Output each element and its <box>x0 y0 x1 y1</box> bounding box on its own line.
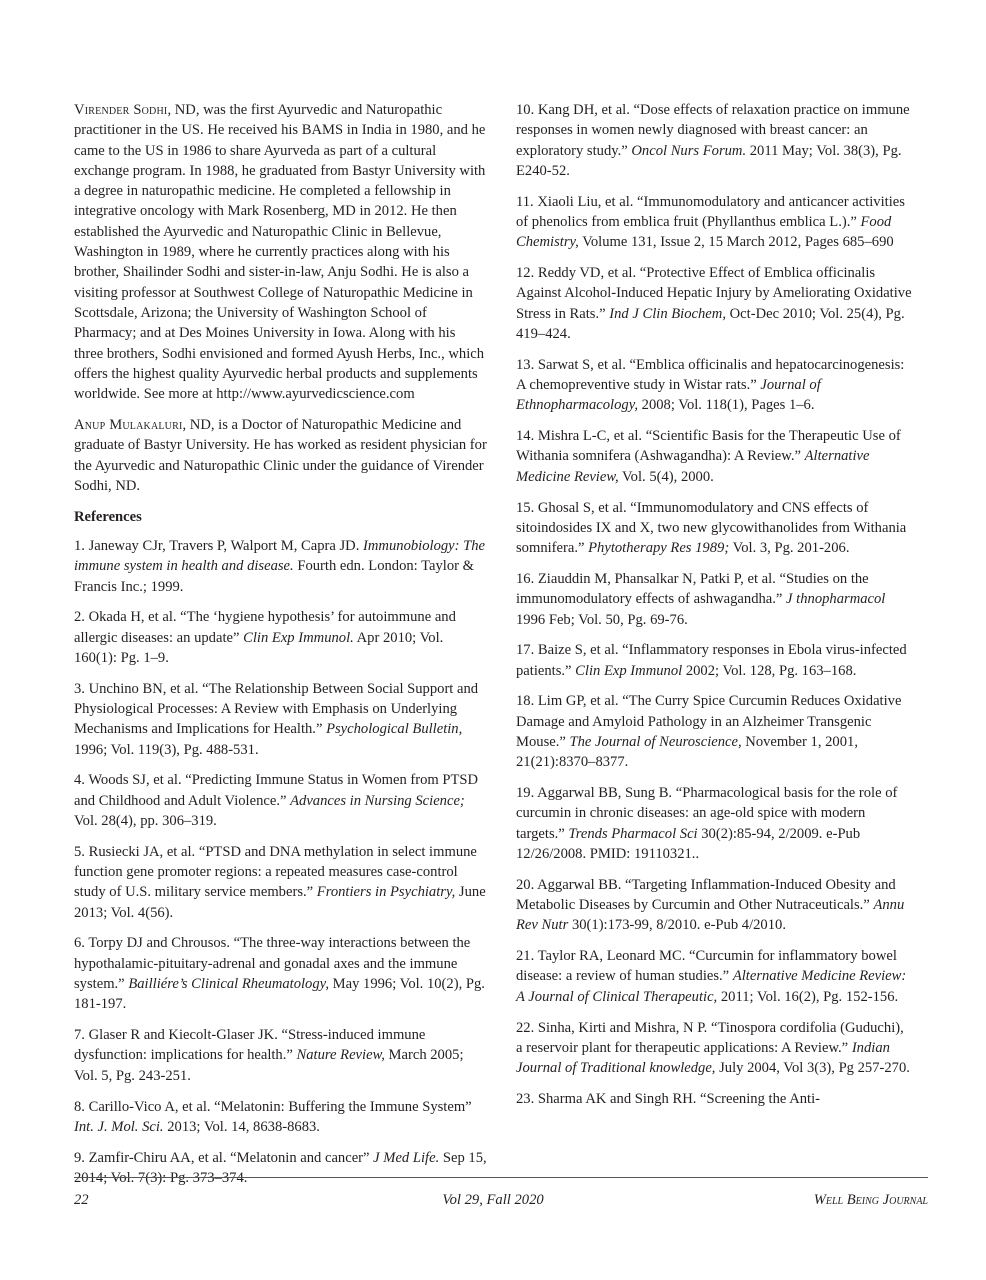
reference-text: 2008; Vol. 118(1), Pages 1–6. <box>638 397 815 414</box>
reference-item <box>74 679 488 760</box>
author-name: Virender Sodhi <box>74 102 168 118</box>
reference-text: 10. Kang DH, et al. “Dose effects of relaxation practice on immune responses in women newly diagnosed with breast cancer: an exploratory study.” <box>516 102 910 159</box>
reference-item <box>74 1025 488 1086</box>
reference-text: 17. Baize S, et al. “Inflammatory responses in Ebola virus-infected patients.” <box>516 642 907 679</box>
reference-source: Alternative Medicine Review, <box>516 448 870 485</box>
reference-item <box>516 1018 912 1079</box>
reference-list-left <box>74 536 488 1188</box>
reference-text: 2011 May; Vol. 38(3), Pg. E240-52. <box>516 142 902 179</box>
author-bio-mulakaluri <box>74 415 488 496</box>
reference-text: 8. Carillo-Vico A, et al. “Melatonin: Buffering the Immune System” <box>74 1098 472 1115</box>
reference-source: Food Chemistry, <box>516 213 892 251</box>
reference-text: 2. Okada H, et al. “The ‘hygiene hypothesis’ for autoimmune and allergic diseases: an update” <box>74 609 456 646</box>
reference-item <box>74 1148 488 1189</box>
reference-text: Sep 15, 2014; Vol. 7(3): Pg. 373–374. <box>74 1149 487 1186</box>
reference-text: May 1996; Vol. 10(2), Pg. 181-197. <box>74 976 485 1013</box>
reference-text: 30(1):173-99, 8/2010. e-Pub 4/2010. <box>568 917 786 934</box>
author-bio-sodhi <box>74 100 488 404</box>
reference-item <box>74 1097 488 1138</box>
reference-text: Vol. 28(4), pp. 306–319. <box>74 813 217 829</box>
reference-text: March 2005; Vol. 5, Pg. 243-251. <box>74 1047 464 1084</box>
reference-item <box>516 100 912 181</box>
reference-item <box>74 607 488 668</box>
reference-source: Bailliére’s Clinical Rheumatology, <box>128 976 329 993</box>
reference-item <box>516 640 912 681</box>
reference-text: 18. Lim GP, et al. “The Curry Spice Curcumin Reduces Oxidative Damage and Amyloid Pathology in an Alzheimer Transgenic Mouse.” <box>516 693 902 751</box>
reference-item <box>516 946 912 1007</box>
reference-item <box>516 355 912 416</box>
reference-text: 2011; Vol. 16(2), Pg. 152-156. <box>717 988 899 1005</box>
reference-source: Clin Exp Immunol <box>575 662 683 679</box>
reference-text: 11. Xiaoli Liu, et al. “Immunomodulatory and anticancer activities of phenolics from emblica fruit (Phyllanthus emblica L.).” <box>516 193 905 230</box>
reference-text: July 2004, Vol 3(3), Pg 257-270. <box>715 1060 910 1077</box>
reference-text: 14. Mishra L-C, et al. “Scientific Basis for the Therapeutic Use of Withania somnifera (Ashwagandha): A Review.” <box>516 428 901 465</box>
reference-source: Trends Pharmacol Sci <box>568 825 698 842</box>
journal-name: Well Being Journal <box>813 1192 928 1208</box>
reference-text: 23. Sharma AK and Singh RH. “Screening the Anti- <box>516 1090 820 1107</box>
reference-source: Annu Rev Nutr <box>516 897 905 934</box>
reference-source: Oncol Nurs Forum. <box>631 142 747 159</box>
reference-text: 20. Aggarwal BB. “Targeting Inflammation-Induced Obesity and Metabolic Diseases by Curcumin and Other Nutraceuticals.” <box>516 876 896 914</box>
reference-text: 2013; Vol. 14, 8638-8683. <box>163 1118 320 1135</box>
reference-text: 13. Sarwat S, et al. “Emblica officinalis and hepatocarcinogenesis: A chemopreventive study in Wistar rats.” <box>516 356 905 394</box>
author-name: Anup Mulakaluri <box>74 416 183 433</box>
reference-text: 21. Taylor RA, Leonard MC. “Curcumin for inflammatory bowel disease: a review of human studies.” <box>516 948 897 985</box>
reference-item <box>74 842 488 923</box>
references-heading: References <box>74 508 142 525</box>
reference-text: 4. Woods SJ, et al. “Predicting Immune Status in Women from PTSD and Childhood and Adult Violence.” <box>74 772 479 809</box>
author-bio-text: , ND, is a Doctor of Naturopathic Medicine and graduate of Bastyr University. He has worked as resident physician for the Ayurvedic and Naturopathic Clinic under the guidance of Virender Sodhi, ND. <box>74 416 487 494</box>
reference-text: 22. Sinha, Kirti and Mishra, N P. “Tinospora cordifolia (Guduchi), a reservoir plant for therapeutic applications: A Review.” <box>516 1019 904 1056</box>
reference-text: 16. Ziauddin M, Phansalkar N, Patki P, et al. “Studies on the immunomodulatory effects of ashwagandha.” <box>516 570 869 608</box>
author-bio-text: , ND, was the first Ayurvedic and Naturopathic practitioner in the US. He received his BAMS in India in 1980, and he came to the US in 1986 to share Ayurveda as part of a cultural exchange program. In 1988, he graduated from Bastyr University with a degree in naturopathic medicine. He completed a fellowship in integrative oncology with Mark Rosenberg, MD in 2012. He then established the Ayurvedic and Naturopathic Clinic in Bellevue, Washington in 1989, where he currently practices along with his brother, Shailinder Sodhi and sister-in-law, Anju Sodhi. He is also a visiting professor at Southwest College of Naturopathic Medicine in Scottsdale, Arizona; the University of Washington School of Pharmacy; and at Des Moines University in Iowa. Along with his three brothers, Sodhi envisioned and formed Ayush Herbs, Inc., which offers the highest quality Ayurvedic herbal products and supplements worldwide. See more at http://www.ayurvedicscience.com <box>74 102 486 403</box>
reference-source: J Med Life. <box>373 1149 440 1166</box>
reference-source: Clin Exp Immunol. <box>243 629 354 646</box>
reference-source: Nature Review, <box>296 1047 385 1064</box>
reference-text: 1996 Feb; Vol. 50, Pg. 69-76. <box>516 611 688 628</box>
reference-source: Immunobiology: The immune system in health and disease. <box>74 537 486 575</box>
reference-item <box>516 875 912 936</box>
reference-source: Advances in Nursing Science; <box>290 792 465 809</box>
reference-text: Vol. 3, Pg. 201-206. <box>729 540 850 557</box>
reference-text: 6. Torpy DJ and Chrousos. “The three-way interactions between the hypothalamic-pituitary-adrenal and gonadal axes and the immune system.” <box>74 935 471 993</box>
reference-list-right <box>516 100 912 1109</box>
reference-text: 1. Janeway CJr, Travers P, Walport M, Capra JD. <box>74 537 364 554</box>
reference-source: J thnopharmacol <box>786 591 886 608</box>
reference-source: The Journal of Neuroscience, <box>569 734 742 751</box>
reference-item <box>516 783 912 864</box>
reference-source: Psychological Bulletin, <box>326 721 463 738</box>
reference-item <box>516 1089 912 1109</box>
reference-text: Fourth edn. London: Taylor & Francis Inc.; 1999. <box>74 558 474 595</box>
reference-text: 12. Reddy VD, et al. “Protective Effect of Emblica officinalis Against Alcohol-Induced Hepatic Injury by Ameliorating Oxidative Stress in Rats.” <box>516 265 912 322</box>
reference-text: 2002; Vol. 128, Pg. 163–168. <box>682 662 857 679</box>
reference-item <box>516 691 912 772</box>
reference-item <box>516 192 912 253</box>
reference-text: 9. Zamfir-Chiru AA, et al. “Melatonin and cancer” <box>74 1149 374 1166</box>
reference-text: 19. Aggarwal BB, Sung B. “Pharmacological basis for the role of curcumin in chronic diseases: an age-old spice with modern targets.” <box>516 785 898 842</box>
reference-source: Indian Journal of Traditional knowledge, <box>516 1039 890 1077</box>
reference-item <box>74 770 488 831</box>
reference-text: November 1, 2001, 21(21):8370–8377. <box>516 734 858 771</box>
reference-item <box>74 933 488 1014</box>
reference-text: Oct-Dec 2010; Vol. 25(4), Pg. 419–424. <box>516 305 905 342</box>
page-number: 22 <box>74 1192 89 1208</box>
reference-item <box>516 569 912 630</box>
reference-text: Apr 2010; Vol. 160(1): Pg. 1–9. <box>74 629 444 666</box>
reference-text: 7. Glaser R and Kiecolt-Glaser JK. “Stress-induced immune dysfunction: implications for health.” <box>74 1027 426 1064</box>
reference-source: Int. J. Mol. Sci. <box>74 1118 164 1135</box>
footer-rule <box>74 1177 928 1178</box>
reference-item <box>516 426 912 487</box>
reference-text: Volume 131, Issue 2, 15 March 2012, Pages 685–690 <box>578 234 894 251</box>
reference-text: 5. Rusiecki JA, et al. “PTSD and DNA methylation in select immune function gene promoter regions: a repeated measures case-control study of U.S. military service members.” <box>74 843 477 901</box>
reference-text: 3. Unchino BN, et al. “The Relationship Between Social Support and Physiological Processes: A Review with Emphasis on Underlying Mechanisms and Implications for Health.” <box>74 680 479 738</box>
reference-text: 1996; Vol. 119(3), Pg. 488-531. <box>74 741 259 758</box>
reference-text: Vol. 5(4), 2000. <box>618 468 714 485</box>
reference-source: Phytotherapy Res 1989; <box>588 540 730 557</box>
reference-text: 30(2):85-94, 2/2009. e-Pub 12/26/2008. PMID: 19110321.. <box>516 825 861 862</box>
reference-source: Journal of Ethnopharmacology, <box>516 377 821 414</box>
reference-text: 15. Ghosal S, et al. “Immunomodulatory and CNS effects of sitoindosides IX and X, two new glycowithanolides from Withania somnifera.” <box>516 499 907 557</box>
reference-source: Alternative Medicine Review: A Journal of Clinical Therapeutic, <box>516 968 907 1005</box>
reference-text: June 2013; Vol. 4(56). <box>74 884 486 921</box>
reference-source: Frontiers in Psychiatry, <box>316 884 456 901</box>
issue-label: Vol 29, Fall 2020 <box>442 1192 544 1208</box>
reference-item <box>516 498 912 559</box>
reference-item <box>74 536 488 597</box>
right-column <box>516 100 912 1120</box>
reference-item <box>516 263 912 344</box>
reference-source: Ind J Clin Biochem, <box>609 305 726 322</box>
left-column <box>74 100 488 1199</box>
